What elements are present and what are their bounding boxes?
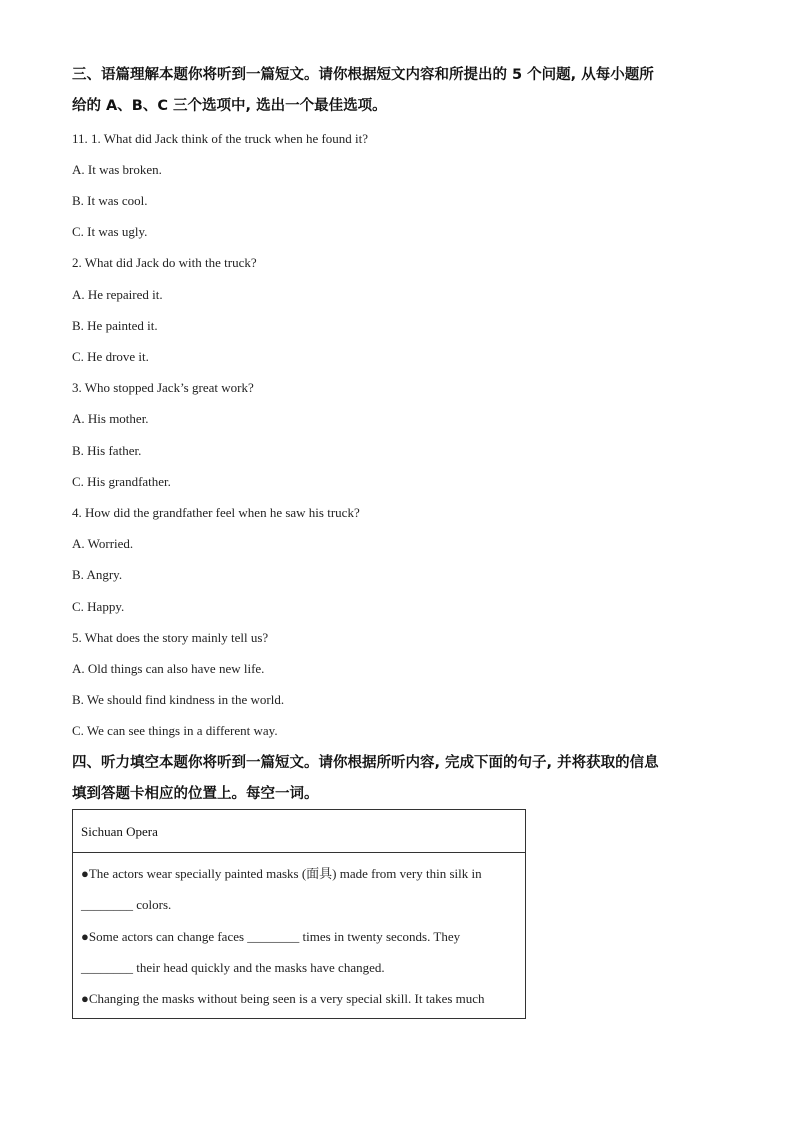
table-line-1: ●The actors wear specially painted masks (面具) made from very thin silk in (81, 866, 482, 881)
table-header-cell (73, 810, 525, 853)
question-2: 2. What did Jack do with the truck? (72, 255, 257, 270)
question-4-option-c: C. Happy. (72, 599, 125, 614)
question-5-option-b: B. We should find kindness in the world. (72, 692, 285, 707)
question-5-option-a: A. Old things can also have new life. (72, 661, 265, 676)
section-3-heading-line2: 给的 A、B、C 三个选项中, 选出一个最佳选项。 (72, 98, 387, 114)
question-1-option-c: C. It was ugly. (72, 224, 148, 239)
section-3-heading (72, 60, 732, 122)
section-4-heading (72, 748, 732, 810)
question-4-option-b: B. Angry. (72, 567, 123, 582)
section-4-heading-line2: 填到答题卡相应的位置上。每空一词。 (72, 786, 319, 802)
table-line-4: ________ their head quickly and the masks have changed. (81, 960, 385, 975)
question-3-option-c: C. His grandfather. (72, 474, 171, 489)
question-5: 5. What does the story mainly tell us? (72, 630, 269, 645)
question-4: 4. How did the grandfather feel when he saw his truck? (72, 505, 360, 520)
question-3: 3. Who stopped Jack’s great work? (72, 380, 254, 395)
question-3-option-b: B. His father. (72, 443, 142, 458)
question-1-option-a: A. It was broken. (72, 162, 162, 177)
section-4-heading-line1: 四、听力填空本题你将听到一篇短文。请你根据所听内容, 完成下面的句子, 并将获取的信息 (72, 755, 659, 771)
question-2-option-b: B. He painted it. (72, 318, 158, 333)
question-5-option-c: C. We can see things in a different way. (72, 723, 278, 738)
table-line-5: ●Changing the masks without being seen is a very special skill. It takes much (81, 991, 485, 1006)
table-line-2: ________ colors. (81, 897, 172, 912)
table-line-3: ●Some actors can change faces ________ times in twenty seconds. They (81, 929, 461, 944)
question-2-option-c: C. He drove it. (72, 349, 149, 364)
question-1-option-b: B. It was cool. (72, 193, 148, 208)
question-3-option-a: A. His mother. (72, 411, 149, 426)
section-3-heading-line1: 三、语篇理解本题你将听到一篇短文。请你根据短文内容和所提出的 5 个问题, 从每小题所 (72, 67, 654, 83)
sichuan-opera-table (72, 809, 526, 1019)
question-1: 11. 1. What did Jack think of the truck when he found it? (72, 131, 369, 146)
question-4-option-a: A. Worried. (72, 536, 134, 551)
table-title: Sichuan Opera (81, 824, 158, 839)
question-2-option-a: A. He repaired it. (72, 287, 163, 302)
